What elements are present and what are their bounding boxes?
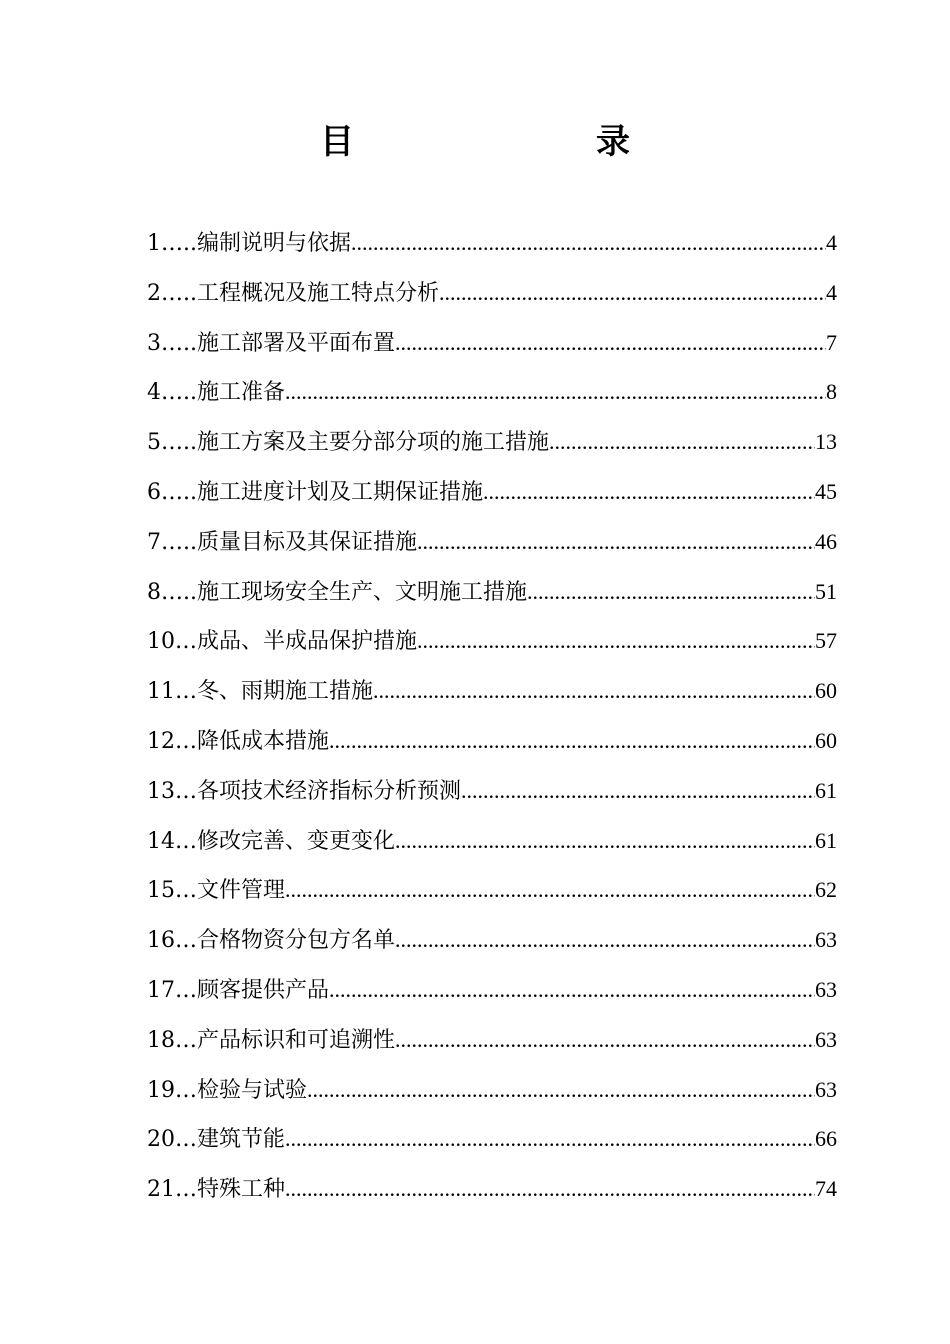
toc-entry[interactable] (147, 1114, 837, 1164)
toc-entry-title: 14…修改完善、变更变化 (147, 828, 395, 854)
toc-page-number: 63 (815, 976, 837, 1002)
toc-dot-leader (307, 1065, 815, 1115)
toc-entry-title: 4…..施工准备 (147, 380, 285, 406)
toc-dot-leader (329, 716, 815, 766)
toc-dot-leader (285, 1164, 815, 1214)
toc-page-number: 63 (815, 1076, 837, 1102)
toc-entry[interactable] (147, 1164, 837, 1214)
toc-entry-title: 2…..工程概况及施工特点分析 (147, 280, 439, 306)
toc-page-number: 46 (815, 528, 837, 554)
toc-entry[interactable] (147, 915, 837, 965)
toc-dot-leader (373, 666, 815, 716)
toc-page-number: 63 (815, 927, 837, 953)
toc-list (147, 218, 837, 1214)
toc-entry-title: 12…降低成本措施 (147, 728, 329, 754)
toc-entry-title: 1…..编制说明与依据 (147, 231, 351, 256)
toc-page-number: 7 (826, 329, 837, 355)
toc-page-number: 4 (826, 230, 837, 255)
toc-dot-leader (527, 567, 815, 617)
toc-entry-title: 10…成品、半成品保护措施 (147, 629, 417, 655)
toc-page-number: 74 (815, 1176, 837, 1202)
toc-entry[interactable] (147, 965, 837, 1015)
toc-entry-title: 8…..施工现场安全生产、文明施工措施 (147, 579, 527, 605)
toc-dot-leader (461, 766, 815, 816)
toc-dot-leader (329, 965, 815, 1015)
toc-entry-title: 7…..质量目标及其保证措施 (147, 529, 417, 555)
toc-entry-title: 15…文件管理 (147, 878, 285, 904)
toc-page-number: 61 (815, 827, 837, 853)
toc-dot-leader (395, 816, 815, 866)
toc-page-number: 60 (815, 678, 837, 704)
toc-entry[interactable] (147, 417, 837, 467)
toc-dot-leader (417, 517, 815, 567)
toc-entry[interactable] (147, 467, 837, 517)
toc-entry-title: 11…冬、雨期施工措施 (147, 679, 373, 705)
toc-entry-title: 13…各项技术经济指标分析预测 (147, 778, 461, 804)
toc-entry[interactable] (147, 766, 837, 816)
toc-entry[interactable] (147, 1015, 837, 1065)
toc-entry[interactable] (147, 716, 837, 766)
toc-page-number: 8 (826, 379, 837, 405)
toc-dot-leader (351, 218, 826, 268)
toc-title: 目 录 (320, 122, 688, 162)
toc-page-number: 66 (815, 1126, 837, 1152)
toc-entry[interactable] (147, 318, 837, 368)
toc-dot-leader (549, 417, 815, 467)
toc-entry-title: 21…特殊工种 (147, 1177, 285, 1203)
toc-dot-leader (395, 1015, 815, 1065)
toc-dot-leader (285, 1114, 815, 1164)
toc-dot-leader (285, 865, 815, 915)
toc-page-number: 57 (815, 628, 837, 654)
toc-page-number: 60 (815, 727, 837, 753)
toc-entry[interactable] (147, 517, 837, 567)
toc-entry[interactable] (147, 816, 837, 866)
toc-entry-title: 16…合格物资分包方名单 (147, 928, 395, 954)
toc-entry[interactable] (147, 666, 837, 716)
toc-entry-title: 5…..施工方案及主要分部分项的施工措施 (147, 430, 549, 456)
toc-dot-leader (395, 318, 826, 368)
toc-dot-leader (439, 268, 826, 318)
toc-page-number: 62 (815, 877, 837, 903)
toc-page-number: 51 (815, 578, 837, 604)
toc-dot-leader (285, 367, 826, 417)
toc-dot-leader (483, 467, 815, 517)
toc-page-number: 63 (815, 1026, 837, 1052)
toc-entry-title: 6…..施工进度计划及工期保证措施 (147, 479, 483, 505)
toc-entry-title: 20…建筑节能 (147, 1127, 285, 1153)
toc-page-number: 61 (815, 777, 837, 803)
toc-entry-title: 3…..施工部署及平面布置 (147, 330, 395, 356)
toc-page-number: 13 (815, 429, 837, 455)
toc-entry[interactable] (147, 567, 837, 617)
toc-page-number: 4 (826, 279, 837, 305)
toc-entry[interactable] (147, 865, 837, 915)
toc-entry[interactable] (147, 268, 837, 318)
toc-entry[interactable] (147, 616, 837, 666)
toc-entry[interactable] (147, 367, 837, 417)
toc-entry-title: 17…顾客提供产品 (147, 977, 329, 1003)
toc-page-number: 45 (815, 478, 837, 504)
toc-dot-leader (417, 616, 815, 666)
toc-entry[interactable] (147, 1065, 837, 1115)
toc-dot-leader (395, 915, 815, 965)
toc-entry[interactable] (147, 218, 837, 268)
toc-entry-title: 18…产品标识和可追溯性 (147, 1027, 395, 1053)
toc-entry-title: 19…检验与试验 (147, 1077, 307, 1103)
